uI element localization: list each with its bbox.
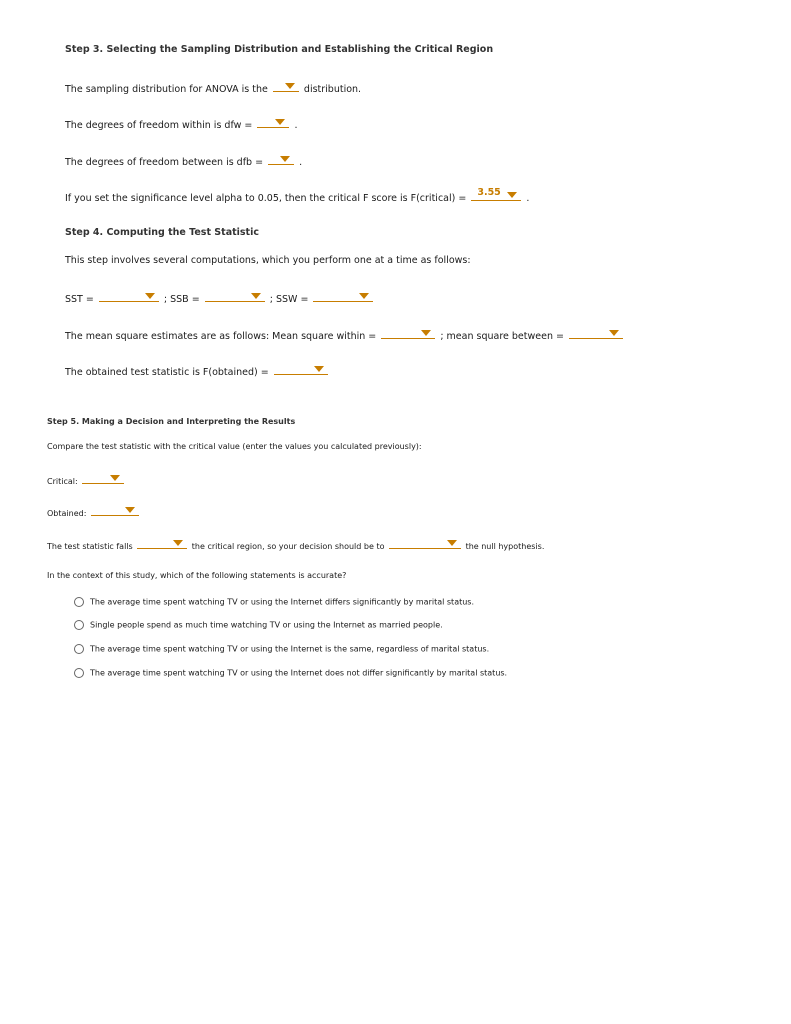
chevron-down-icon <box>145 293 155 299</box>
context-question: In the context of this study, which of the following statements is accurate? <box>47 571 347 580</box>
chevron-down-icon <box>110 475 120 481</box>
ssw-label: ; SSW = <box>269 294 309 305</box>
sst-label: SST = <box>65 294 94 305</box>
option-label: The average time spent watching TV or using the Internet is the same, regardless of marital status. <box>90 644 490 654</box>
option-same-regardless[interactable] <box>74 644 489 654</box>
ms-between-dropdown[interactable] <box>569 327 623 339</box>
option-single-same-as-married[interactable] <box>74 620 443 630</box>
step4-intro: This step involves several computations, which you perform one at a time as follows: <box>65 255 471 266</box>
dfb-dropdown[interactable] <box>268 153 294 165</box>
region-dropdown[interactable] <box>137 537 187 549</box>
chevron-down-icon <box>359 293 369 299</box>
f-obtained-row <box>65 363 330 380</box>
chevron-down-icon <box>285 83 295 89</box>
ms-within-dropdown[interactable] <box>381 327 435 339</box>
option-differs[interactable] <box>74 597 474 607</box>
obtained-label: Obtained: <box>47 509 87 518</box>
f-obtained-label: The obtained test statistic is F(obtained) = <box>65 367 269 378</box>
sst-dropdown[interactable] <box>99 290 159 302</box>
dfb-period: . <box>299 157 303 168</box>
critical-f-value: 3.55 <box>477 187 501 198</box>
falls-label: The test statistic falls <box>47 542 133 551</box>
dfw-period: . <box>294 120 298 131</box>
null-hypothesis-label: the null hypothesis. <box>465 542 545 551</box>
distribution-suffix: distribution. <box>303 84 362 95</box>
option-label: The average time spent watching TV or using the Internet does not differ significantly by marital status. <box>90 668 508 678</box>
step4-heading: Step 4. Computing the Test Statistic <box>65 227 259 238</box>
decision-label: the critical region, so your decision should be to <box>191 542 385 551</box>
critical-compare-row <box>47 472 126 489</box>
chevron-down-icon <box>125 507 135 513</box>
chevron-down-icon <box>275 119 285 125</box>
critical-compare-dropdown[interactable] <box>82 472 124 484</box>
ssb-dropdown[interactable] <box>205 290 265 302</box>
sums-of-squares-row <box>65 290 375 307</box>
radio-button[interactable] <box>74 620 84 630</box>
radio-button[interactable] <box>74 597 84 607</box>
radio-button[interactable] <box>74 668 84 678</box>
ms-between-label: ; mean square between = <box>440 331 564 342</box>
critical-f-row <box>65 189 529 206</box>
critical-f-dropdown[interactable] <box>471 189 521 201</box>
distribution-prefix: The sampling distribution for ANOVA is the <box>65 84 268 95</box>
distribution-row <box>65 80 361 97</box>
dfb-label: The degrees of freedom between is dfb = <box>65 157 264 168</box>
chevron-down-icon <box>421 330 431 336</box>
step5-heading: Step 5. Making a Decision and Interpreting the Results <box>47 417 296 426</box>
dfb-row <box>65 153 302 170</box>
chevron-down-icon <box>507 192 517 198</box>
chevron-down-icon <box>314 366 324 372</box>
option-not-differ[interactable] <box>74 668 507 678</box>
radio-button[interactable] <box>74 644 84 654</box>
decision-dropdown[interactable] <box>389 537 461 549</box>
chevron-down-icon <box>280 156 290 162</box>
dfw-row <box>65 116 297 133</box>
step3-heading: Step 3. Selecting the Sampling Distribution and Establishing the Critical Region <box>65 44 494 55</box>
f-obtained-dropdown[interactable] <box>274 363 328 375</box>
mean-square-row <box>65 327 625 344</box>
chevron-down-icon <box>251 293 261 299</box>
distribution-dropdown[interactable] <box>273 80 299 92</box>
chevron-down-icon <box>173 540 183 546</box>
ms-within-label: The mean square estimates are as follows: Mean square within = <box>65 331 377 342</box>
option-label: The average time spent watching TV or using the Internet differs significantly by marital status. <box>90 597 475 607</box>
obtained-compare-dropdown[interactable] <box>91 504 139 516</box>
critical-f-period: . <box>526 193 530 204</box>
dfw-dropdown[interactable] <box>257 116 289 128</box>
obtained-compare-row <box>47 504 141 521</box>
compare-instructions: Compare the test statistic with the critical value (enter the values you calculated previously): <box>47 442 422 451</box>
chevron-down-icon <box>447 540 457 546</box>
critical-label: Critical: <box>47 477 78 486</box>
option-label: Single people spend as much time watching TV or using the Internet as married people. <box>90 620 443 630</box>
ssb-label: ; SSB = <box>163 294 200 305</box>
decision-row <box>47 537 544 554</box>
critical-f-label: If you set the significance level alpha to 0.05, then the critical F score is F(critical) = <box>65 193 467 204</box>
dfw-label: The degrees of freedom within is dfw = <box>65 120 253 131</box>
ssw-dropdown[interactable] <box>313 290 373 302</box>
chevron-down-icon <box>609 330 619 336</box>
